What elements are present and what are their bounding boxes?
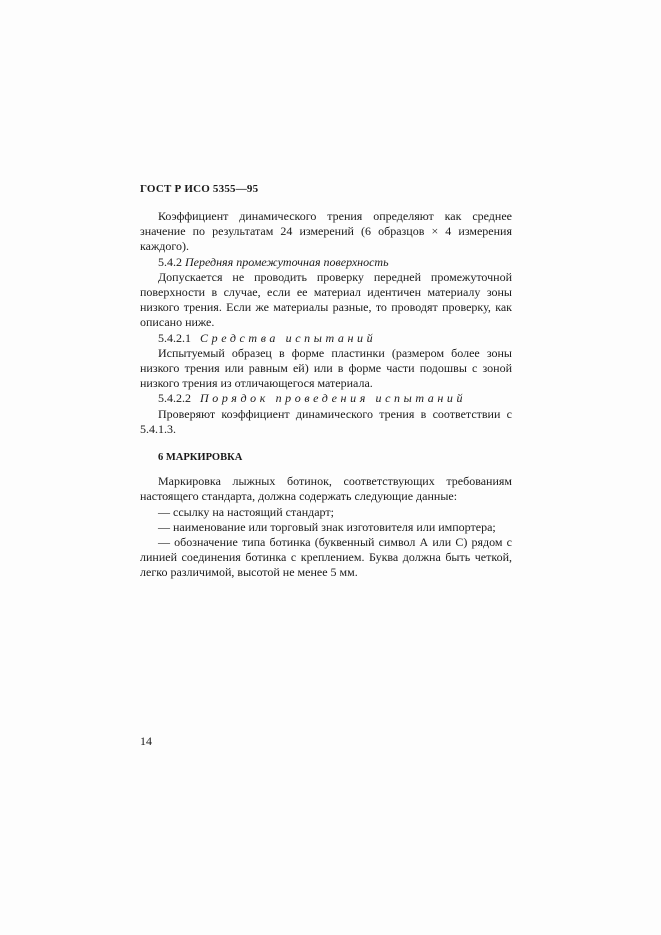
page-number: 14	[140, 734, 152, 748]
subsection-title: Передняя промежуточная поверхность	[185, 254, 389, 269]
subsection-number: 5.4.2.1	[158, 330, 191, 345]
paragraph-marking: Маркировка лыжных ботинок, соответствующих требованиям настоящего стандарта, должна содержать следующие данные:	[140, 474, 512, 504]
subsection-number: 5.4.2	[158, 254, 182, 269]
paragraph-test-means: Испытуемый образец в форме пластинки (размером более зоны низкого трения или равным ей) или в форме части подошвы с зоной низкого трения из отличающегося материала.	[140, 345, 512, 391]
document-body	[140, 209, 512, 581]
paragraph-front-surface: Допускается не проводить проверку передней промежуточной поверхности в случае, если ее материал идентичен материалу зоны низкого трения. Если же материалы разные, то проводят проверку, как описано ниже.	[140, 269, 512, 330]
list-item: — наименование или торговый знак изготовителя или импортера;	[158, 519, 496, 534]
subsection-heading-5-4-2-1	[140, 331, 512, 346]
subsection-title: Порядок проведения испытаний	[200, 391, 467, 406]
list-item: — ссылку на настоящий стандарт;	[158, 504, 334, 519]
subsection-heading-5-4-2-2	[140, 391, 512, 406]
paragraph-test-procedure: Проверяют коэффициент динамического трения в соответствии с 5.4.1.3.	[140, 406, 512, 436]
list-item: — обозначение типа ботинка (буквенный символ А или С) рядом с линией соединения ботинка с креплением. Буква должна быть четкой, легко различимой, высотой не менее 5 мм.	[140, 535, 512, 580]
subsection-title: Средства испытаний	[200, 330, 377, 345]
document-header: ГОСТ Р ИСО 5355—95	[140, 183, 259, 195]
paragraph-friction-coefficient: Коэффициент динамического трения определяют как среднее значение по результатам 24 измерений (6 образцов × 4 измерения каждого).	[140, 209, 512, 254]
subsection-number: 5.4.2.2	[158, 391, 191, 406]
section-heading-marking: 6 МАРКИРОВКА	[158, 452, 243, 464]
subsection-heading-5-4-2	[140, 255, 512, 270]
